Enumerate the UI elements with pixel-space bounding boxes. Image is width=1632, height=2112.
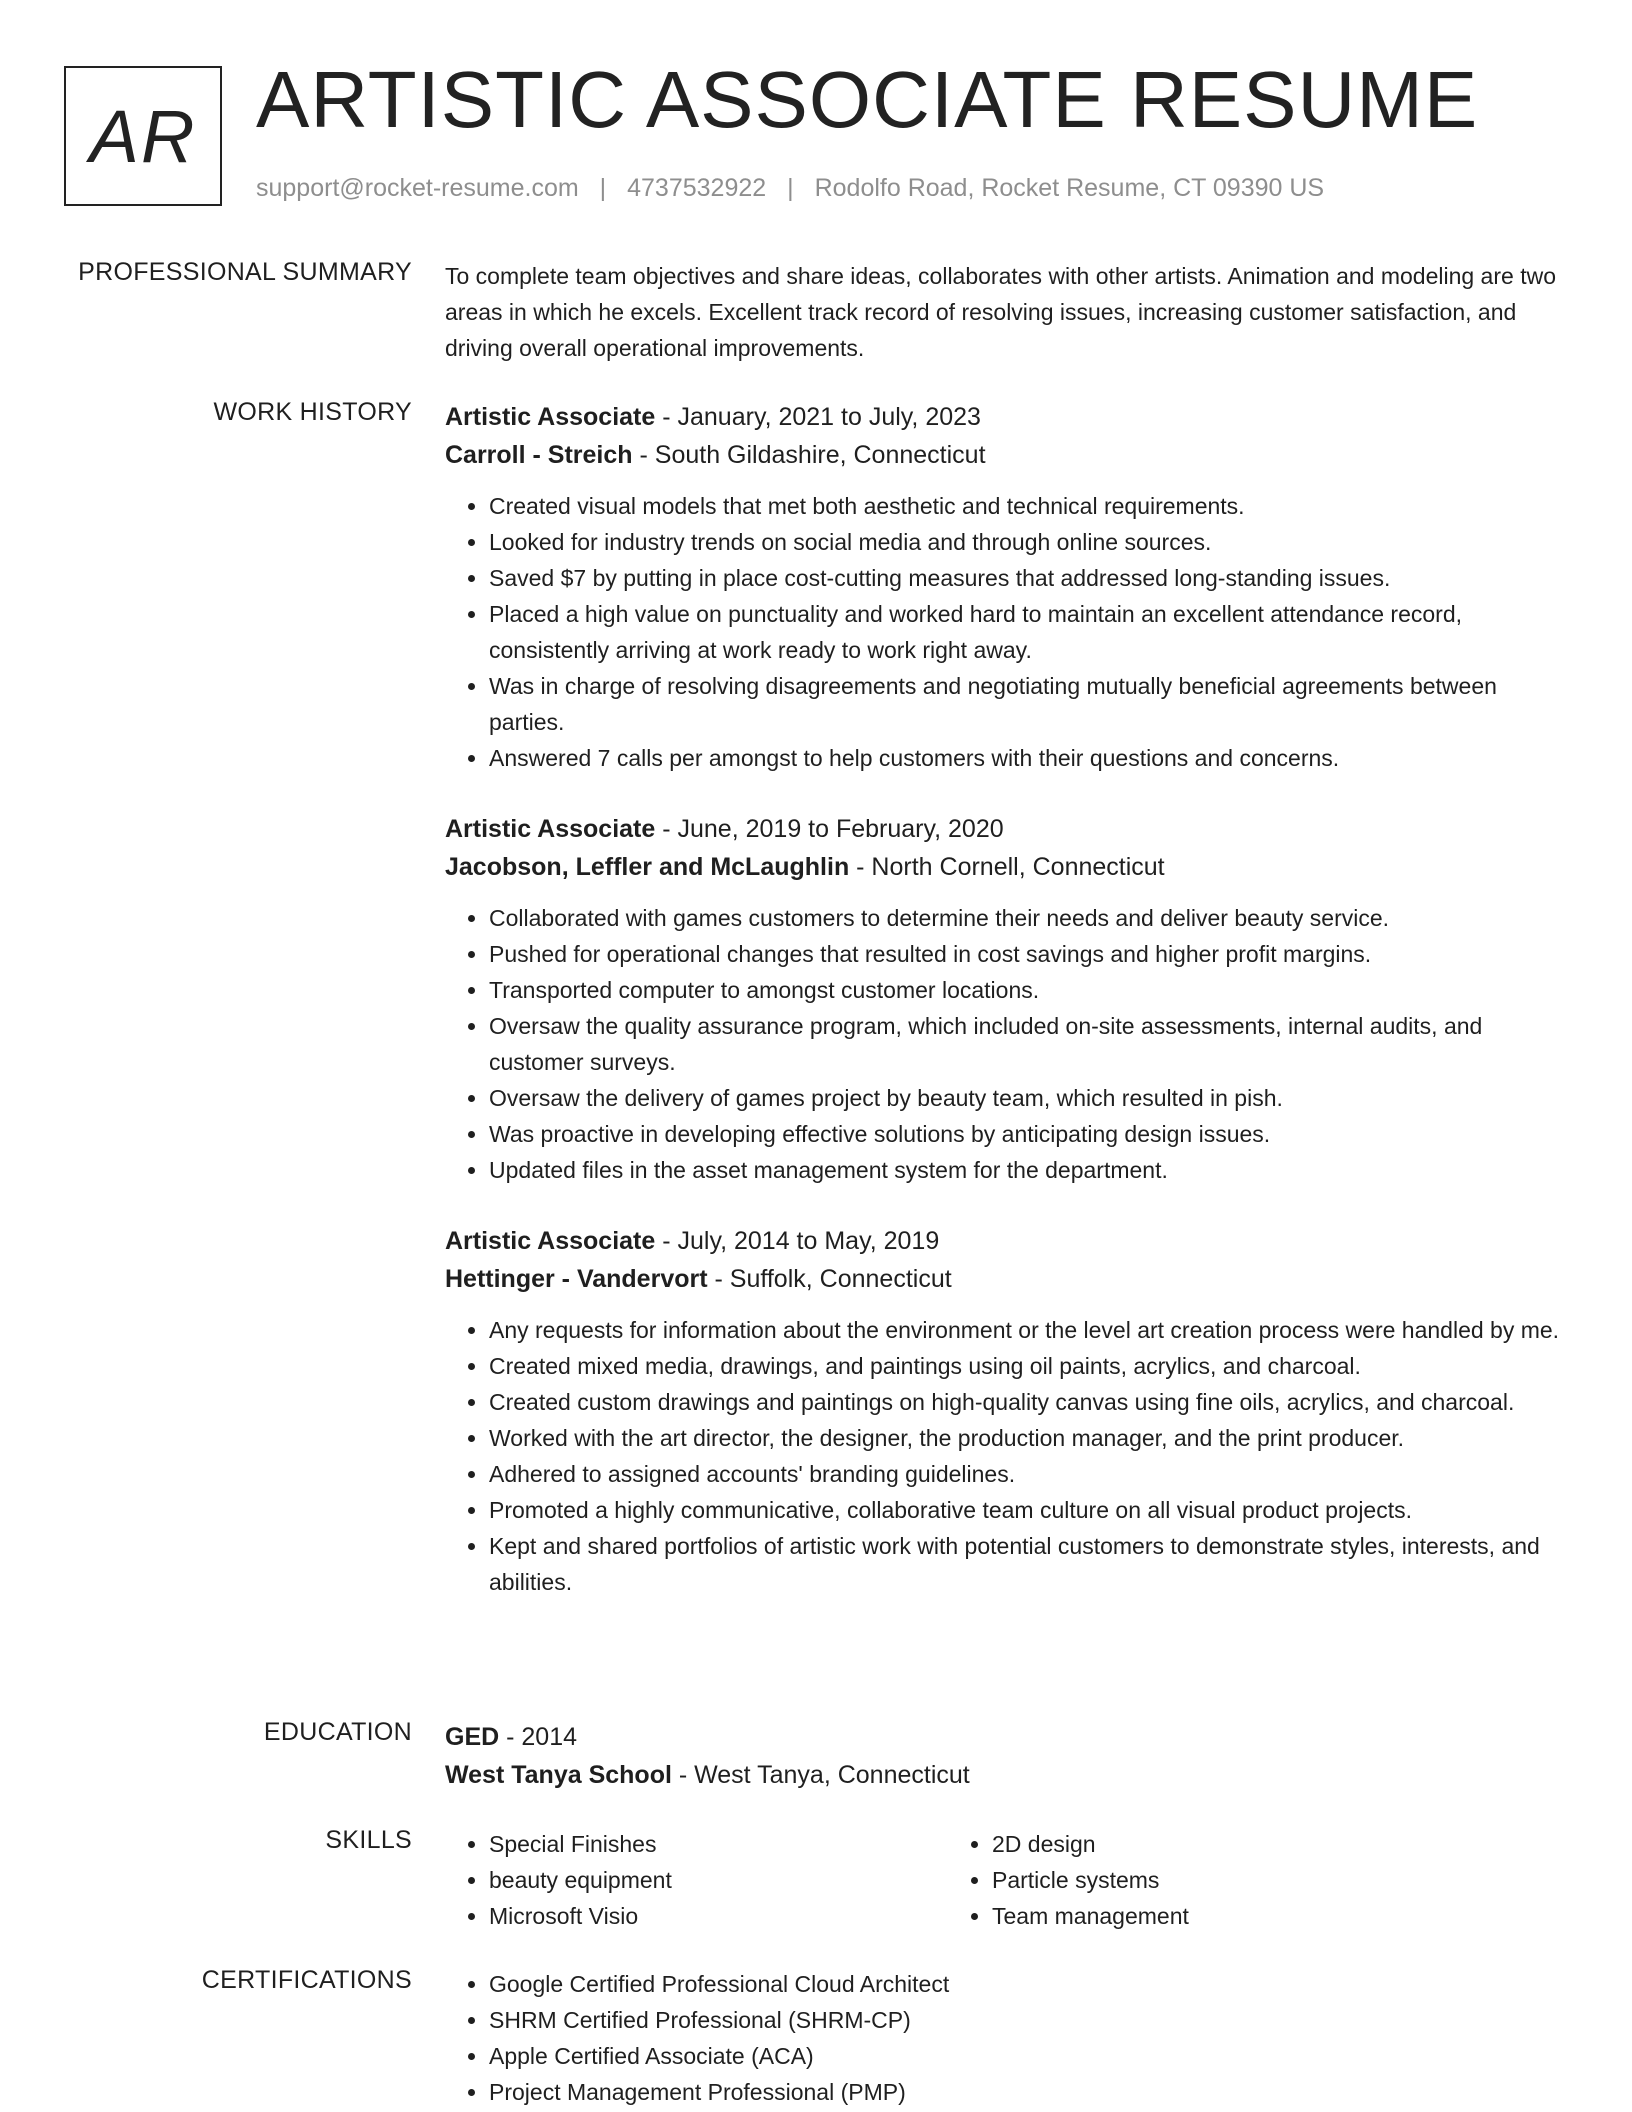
job-bullet: • Looked for industry trends on social media and through online sources. (489, 524, 1565, 560)
skill-item: • Special Finishes (489, 1826, 948, 1862)
job-bullet: • Placed a high value on punctuality and worked hard to maintain an excellent attendance record, consistently arriving at work ready to work right away. (489, 596, 1565, 668)
skills-label: SKILLS (325, 1826, 412, 1854)
skills-column-2 (948, 1826, 1451, 1934)
job-entry (445, 398, 1565, 776)
job-bullet: • Saved $7 by putting in place cost-cutting measures that addressed long-standing issues. (489, 560, 1565, 596)
job-bullets (445, 1312, 1565, 1600)
certifications-label: CERTIFICATIONS (201, 1966, 412, 1994)
certification-item: • Google Certified Professional Cloud Architect (489, 1966, 1565, 2002)
job-title-line (445, 398, 1565, 436)
certification-item: • Project Management Professional (PMP) (489, 2074, 1565, 2110)
job-title: Artistic Associate (445, 403, 656, 431)
education-school-line (445, 1756, 1565, 1794)
job-bullet: • Was in charge of resolving disagreements and negotiating mutually beneficial agreements between parties. (489, 668, 1565, 740)
contact-separator: | (599, 174, 607, 202)
contact-address: Rodolfo Road, Rocket Resume, CT 09390 US (814, 174, 1325, 202)
job-title: Artistic Associate (445, 815, 656, 843)
job-bullet: • Oversaw the delivery of games project by beauty team, which resulted in pish. (489, 1080, 1565, 1116)
education-label: EDUCATION (263, 1718, 412, 1746)
job-dates: - January, 2021 to July, 2023 (655, 403, 981, 431)
skill-item: • Microsoft Visio (489, 1898, 948, 1934)
job-title-line (445, 810, 1565, 848)
job-bullet: • Was proactive in developing effective solutions by anticipating design issues. (489, 1116, 1565, 1152)
job-bullet: • Oversaw the quality assurance program, which included on-site assessments, internal audits, and customer surveys. (489, 1008, 1565, 1080)
job-bullet: • Worked with the art director, the designer, the production manager, and the print producer. (489, 1420, 1565, 1456)
job-title-line (445, 1222, 1565, 1260)
job-dates: - July, 2014 to May, 2019 (655, 1227, 940, 1255)
job-bullet: • Updated files in the asset management system for the department. (489, 1152, 1565, 1188)
job-title: Artistic Associate (445, 1227, 656, 1255)
contact-email[interactable]: support@rocket-resume.com (256, 174, 579, 202)
job-entry (445, 810, 1565, 1188)
skill-item: • 2D design (992, 1826, 1451, 1862)
job-location: - South Gildashire, Connecticut (632, 441, 986, 469)
skill-item: • Particle systems (992, 1862, 1451, 1898)
monogram-initials: AR (89, 94, 197, 178)
job-bullets (445, 488, 1565, 776)
summary-body (445, 258, 1565, 366)
job-bullet: • Adhered to assigned accounts' branding guidelines. (489, 1456, 1565, 1492)
summary-label: PROFESSIONAL SUMMARY (78, 258, 412, 286)
contact-separator: | (787, 174, 794, 202)
job-bullet: • Kept and shared portfolios of artistic work with potential customers to demonstrate styles, interests, and abilities. (489, 1528, 1565, 1600)
education-body (445, 1718, 1565, 1794)
job-company-line (445, 848, 1565, 886)
job-bullet: • Created mixed media, drawings, and paintings using oil paints, acrylics, and charcoal. (489, 1348, 1565, 1384)
job-bullet: • Promoted a highly communicative, collaborative team culture on all visual product projects. (489, 1492, 1565, 1528)
monogram-box (64, 66, 222, 206)
certification-item: • Apple Certified Associate (ACA) (489, 2038, 1565, 2074)
job-company-line (445, 1260, 1565, 1298)
job-location: - North Cornell, Connecticut (849, 853, 1165, 881)
skills-body (445, 1826, 1565, 1934)
skill-item: • beauty equipment (489, 1862, 948, 1898)
certification-item: • SHRM Certified Professional (SHRM-CP) (489, 2002, 1565, 2038)
job-company: Hettinger - Vandervort (445, 1265, 708, 1293)
skills-column-1 (445, 1826, 948, 1934)
job-location: - Suffolk, Connecticut (707, 1265, 952, 1293)
skill-item: • Team management (992, 1898, 1451, 1934)
contact-phone[interactable]: 4737532922 (627, 174, 767, 202)
resume-title: ARTISTIC ASSOCIATE RESUME (256, 55, 1479, 144)
job-company-line (445, 436, 1565, 474)
summary-text: To complete team objectives and share ideas, collaborates with other artists. Animation and modeling are two areas in which he excels. Excellent track record of resolving issues, increasing customer satisfaction, and driving overall operational improvements. (445, 263, 1556, 361)
job-bullet: • Transported computer to amongst customer locations. (489, 972, 1565, 1008)
education-degree: GED (445, 1723, 500, 1751)
education-location: - West Tanya, Connecticut (671, 1761, 970, 1789)
job-bullet: • Created visual models that met both aesthetic and technical requirements. (489, 488, 1565, 524)
job-company: Jacobson, Leffler and McLaughlin (445, 853, 850, 881)
education-school: West Tanya School (445, 1761, 672, 1789)
certifications-body (445, 1966, 1565, 2110)
job-dates: - June, 2019 to February, 2020 (655, 815, 1004, 843)
job-bullets (445, 900, 1565, 1188)
education-degree-line (445, 1718, 1565, 1756)
job-bullet: • Any requests for information about the environment or the level art creation process were handled by me. (489, 1312, 1565, 1348)
job-bullet: • Created custom drawings and paintings on high-quality canvas using fine oils, acrylics, and charcoal. (489, 1384, 1565, 1420)
job-company: Carroll - Streich (445, 441, 633, 469)
certifications-list (445, 1966, 1565, 2110)
job-bullet: • Answered 7 calls per amongst to help customers with their questions and concerns. (489, 740, 1565, 776)
job-bullet: • Collaborated with games customers to determine their needs and deliver beauty service. (489, 900, 1565, 936)
job-entry (445, 1222, 1565, 1600)
work-history-label: WORK HISTORY (213, 398, 412, 426)
job-bullet: • Pushed for operational changes that resulted in cost savings and higher profit margins. (489, 936, 1565, 972)
contact-line (256, 174, 1324, 203)
education-year: - 2014 (499, 1723, 578, 1751)
